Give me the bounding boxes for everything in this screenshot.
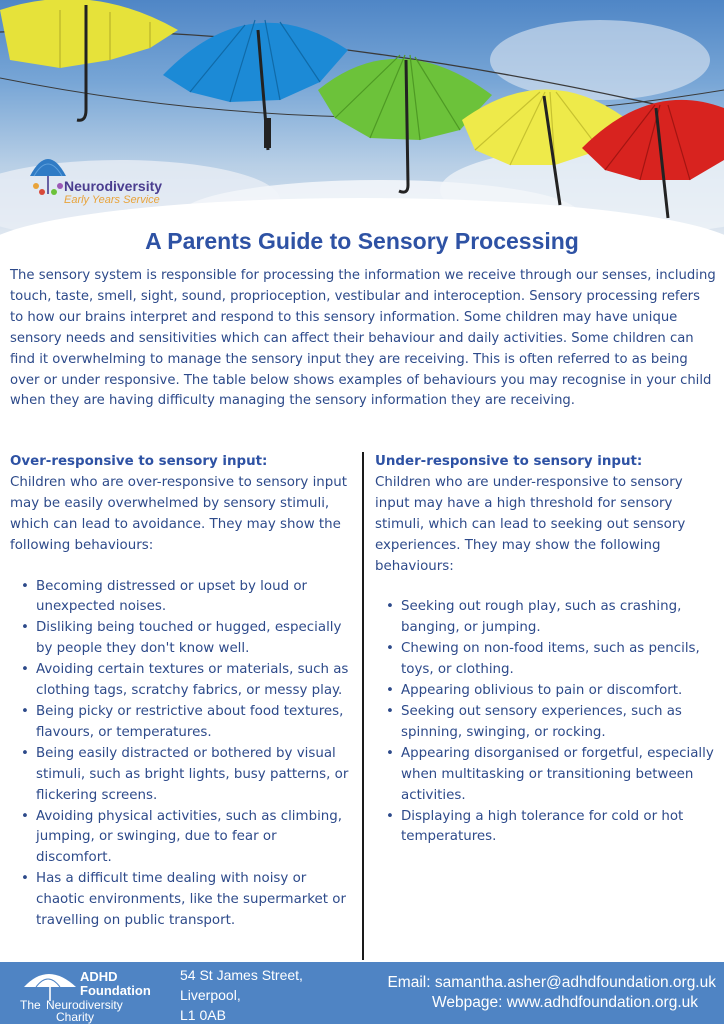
list-item: • Avoiding physical activities, such as climbing, jumping, or swinging, due to fear or discomfort. [10,807,352,870]
list-item: • Avoiding certain textures or materials, such as clothing tags, scratchy fabrics, or messy play. [10,660,352,702]
address-line: 54 St James Street, [180,967,303,983]
footer-email-link[interactable]: Email: samantha.asher@adhdfoundation.org.uk [387,974,716,991]
list-item: • Being picky or restrictive about food textures, flavours, or temperatures. [10,702,352,744]
list-item: • Displaying a high tolerance for cold or hot temperatures. [375,807,717,849]
over-responsive-heading: Over-responsive to sensory input: [10,454,268,469]
footer-address [180,965,330,1024]
list-item: • Appearing oblivious to pain or discomfort. [375,681,717,702]
footer [0,962,724,1024]
footer-logo-adhd: ADHD [80,969,118,984]
address-line: L1 0AB [180,1007,226,1023]
address-line: Liverpool, [180,987,241,1003]
footer-contact [332,973,716,1013]
hero-banner [0,0,724,236]
adhd-foundation-logo [18,965,168,1023]
list-item: • Disliking being touched or hugged, especially by people they don't know well. [10,618,352,660]
logo-subtitle: Early Years Service [64,194,160,206]
column-divider [362,452,364,960]
intro-paragraph: The sensory system is responsible for processing the information we receive through our senses, including touch, taste, smell, sight, sound, proprioception, vestibular and interoception. Sensory processing refers to how our brains interpret and respond to this sensory information. Some children may have unique sensory needs and sensitivities which can affect their behaviour and daily activities. Some children can find it overwhelming to manage the sensory input they are receiving. This is often referred to as being over or under responsive. The table below shows examples of behaviours you may recognise in your child when they are having difficulty managing the sensory information they are receiving. [10,268,716,409]
under-responsive-heading: Under-responsive to sensory input: [375,454,643,469]
logo-name: Neurodiversity [64,178,163,194]
under-responsive-section [375,452,717,848]
footer-logo-the: The [20,998,41,1012]
footer-web-link[interactable]: Webpage: www.adhdfoundation.org.uk [432,994,698,1011]
neurodiversity-logo [28,146,188,216]
over-responsive-description: Children who are over-responsive to sensory input may be easily overwhelmed by sensory stimuli, which can lead to avoidance. They may show the following behaviours: [10,474,348,553]
blue-umbrella-icon [163,20,348,150]
under-responsive-list [375,597,717,848]
footer-logo-charity: Charity [56,1010,95,1024]
list-item: • Chewing on non-food items, such as pencils, toys, or clothing. [375,639,717,681]
list-item: • Seeking out rough play, such as crashing, banging, or jumping. [375,597,717,639]
footer-logo-foundation: Foundation [80,983,151,998]
list-item: • Appearing disorganised or forgetful, especially when multitasking or transitioning between activities. [375,744,717,807]
list-item: • Becoming distressed or upset by loud or unexpected noises. [10,577,352,619]
footer-logo-neurodiversity: Neurodiversity [46,998,123,1012]
list-item: • Seeking out sensory experiences, such as spinning, swinging, or rocking. [375,702,717,744]
over-responsive-section [10,452,352,932]
rainbow-umbrella-icon [28,146,68,208]
page-title: A Parents Guide to Sensory Processing [145,228,579,254]
list-item: • Being easily distracted or bothered by visual stimuli, such as bright lights, busy patterns, or flickering screens. [10,744,352,807]
under-responsive-description: Children who are under-responsive to sensory input may have a high threshold for sensory stimuli, which can lead to seeking out sensory experiences. They may show the following behaviours: [375,474,686,574]
list-item: • Has a difficult time dealing with noisy or chaotic environments, like the supermarket or travelling on public transport. [10,869,352,932]
over-responsive-list [10,577,352,932]
